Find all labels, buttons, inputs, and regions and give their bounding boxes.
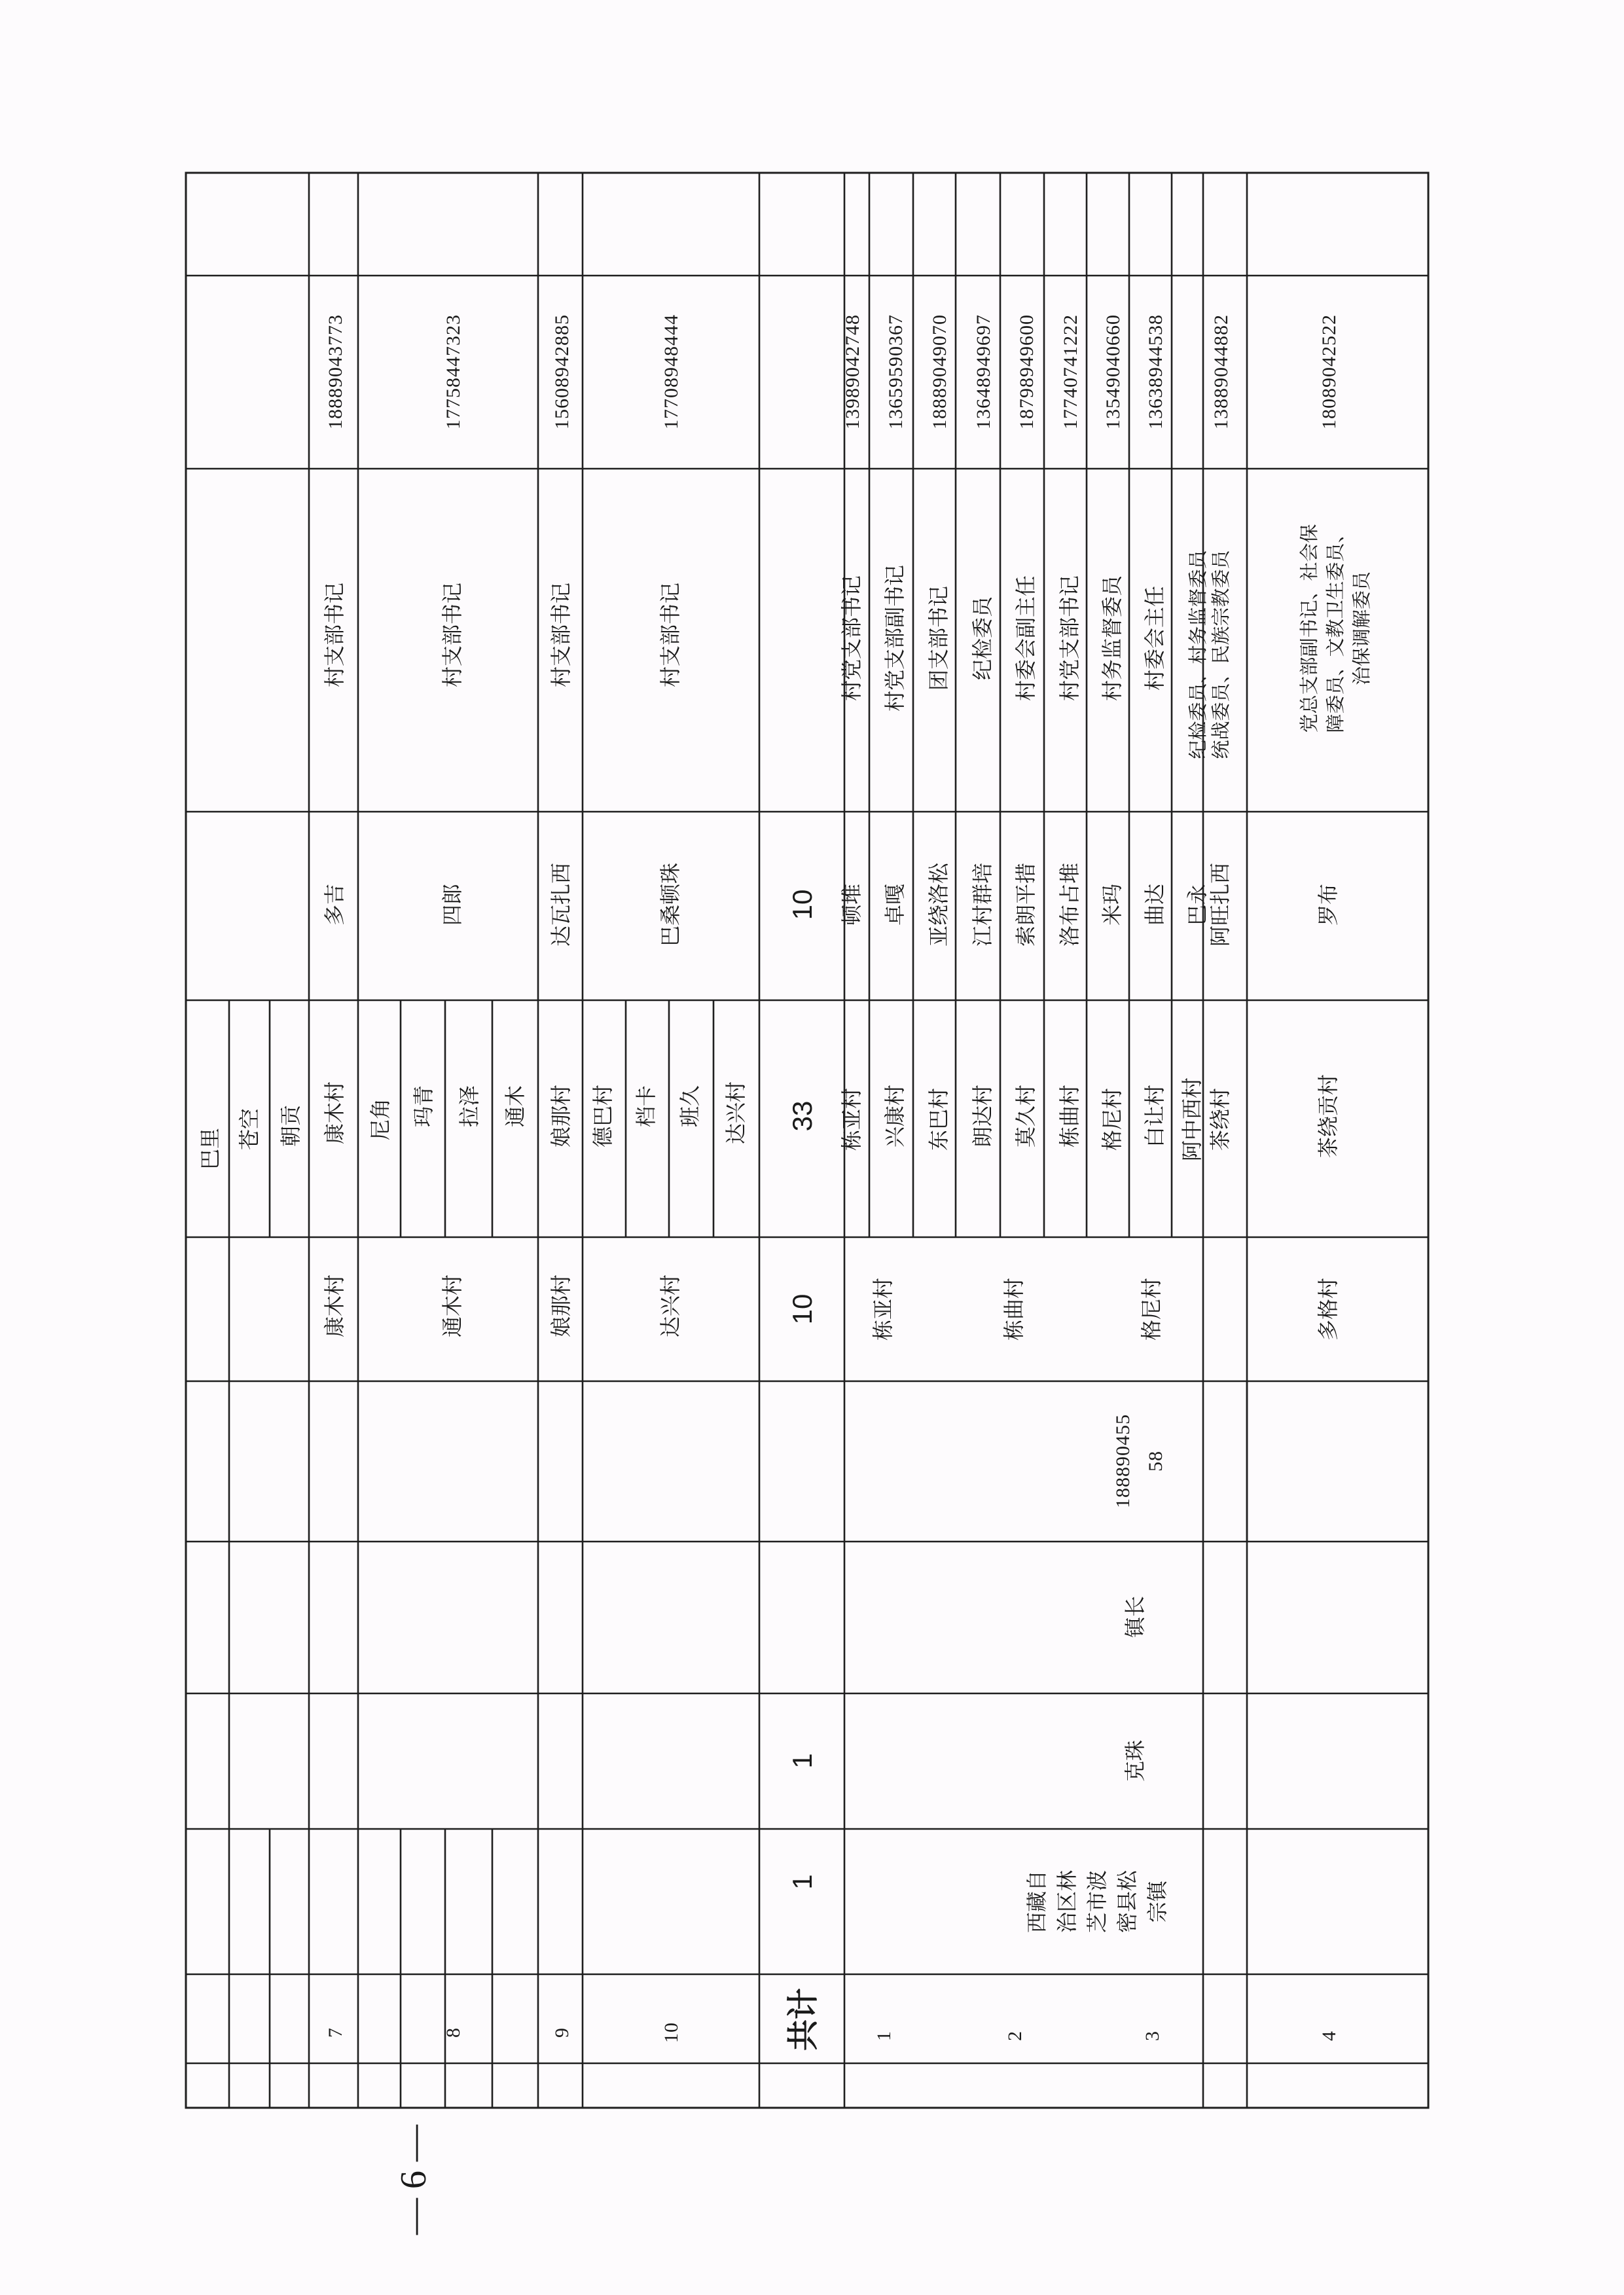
hamlet-cell: 巴里 — [198, 1127, 223, 1170]
total-row — [785, 890, 821, 2051]
hamlet-cell: 达兴村 — [723, 1081, 748, 1145]
hamlet-cell: 德巴村 — [590, 1084, 615, 1148]
contact-role: 团支部书记 — [926, 585, 951, 691]
page-number: — 6 — — [393, 2125, 434, 2235]
contact-name: 达瓦扎西 — [549, 862, 573, 947]
total-hamlet-count: 33 — [787, 1100, 818, 1132]
hamlet-cell: 朝贡 — [278, 1104, 303, 1148]
contact-phone: 13889044882 — [1210, 314, 1232, 429]
contact-name: 江村群培 — [970, 862, 995, 947]
total-county-count: 1 — [787, 1874, 818, 1890]
hamlet-cell: 白让村 — [1142, 1084, 1167, 1148]
contact-phone: 15608942885 — [551, 314, 573, 429]
wrapped-line: 治区林 — [1055, 1870, 1079, 1934]
contact-phone: 18889049070 — [929, 314, 950, 429]
contact-role: 村党支部书记 — [839, 575, 864, 702]
table-row — [839, 314, 907, 2041]
contact-role: 村支部书记 — [440, 582, 465, 688]
contact-role: 统战委员、民族宗教委员 — [1210, 550, 1232, 759]
wrapped-line: 障委员、文教卫生委员、 — [1324, 524, 1346, 733]
wrapped-line: 宗镇 — [1145, 1880, 1170, 1923]
contact-phone: 13659590367 — [885, 314, 907, 429]
row-number: 2 — [1004, 2031, 1026, 2041]
wrapped-line: 党总支部副书记、社会保 — [1298, 524, 1320, 733]
contact-role: 村委会主任 — [1142, 585, 1167, 691]
total-village-count: 10 — [787, 1293, 818, 1325]
hamlet-cell: 阿中西村 — [1180, 1077, 1204, 1162]
hamlet-cell: 东巴村 — [926, 1087, 951, 1151]
contact-phone: 17740741222 — [1060, 314, 1081, 429]
contact-role — [1298, 524, 1373, 732]
village-cell: 栋曲村 — [1001, 1277, 1026, 1341]
contact-name: 亚绕洛松 — [926, 862, 951, 947]
contact-role: 村支部书记 — [658, 582, 683, 688]
row-number: 7 — [325, 2027, 346, 2038]
town-info — [1021, 1414, 1170, 1977]
hamlet-cell: 尼角 — [368, 1098, 393, 1141]
hamlet-cell: 通木 — [503, 1085, 528, 1128]
town-phone-a: 188890455 — [1112, 1414, 1134, 1508]
wrapped-line: 芝市波 — [1085, 1870, 1110, 1934]
contact-name: 阿旺扎西 — [1208, 862, 1233, 947]
village-cell: 通木村 — [440, 1274, 465, 1338]
row-number: 9 — [551, 2027, 573, 2038]
contact-name: 多吉 — [322, 883, 347, 926]
hamlet-cell: 娘那村 — [549, 1084, 573, 1148]
hamlet-cell: 茶绕贡村 — [1316, 1074, 1341, 1159]
hamlet-cell: 班久 — [677, 1085, 702, 1128]
contact-role: 村支部书记 — [322, 582, 347, 688]
wrapped-line: 西藏自 — [1024, 1870, 1049, 1934]
contact-name: 索朗平措 — [1013, 862, 1038, 947]
contact-role: 纪检委员、村务监督委员 — [1187, 550, 1209, 759]
contact-phone: 13549040660 — [1102, 314, 1124, 429]
contact-role: 村支部书记 — [549, 582, 573, 688]
hamlet-cell: 栋曲村 — [1057, 1084, 1082, 1148]
village-cell: 达兴村 — [658, 1274, 683, 1338]
hamlet-cell: 朗达村 — [970, 1084, 995, 1148]
contact-role: 村党支部副书记 — [882, 564, 907, 712]
contact-name: 曲达 — [1142, 883, 1167, 926]
table-row — [549, 314, 573, 2038]
hamlet-cell: 档卡 — [634, 1085, 659, 1128]
wrapped-line: 治保调解委员 — [1350, 571, 1373, 686]
contact-phone: 13648949697 — [973, 314, 994, 429]
row-number: 1 — [873, 2031, 895, 2041]
contact-role: 村党支部书记 — [1057, 575, 1082, 702]
hamlet-cell: 玛青 — [411, 1085, 436, 1128]
contact-phone: 17758447323 — [442, 314, 464, 429]
contact-name: 卓嘎 — [882, 883, 907, 926]
table-row — [368, 314, 528, 2038]
hamlet-cell: 茶绕村 — [1208, 1087, 1233, 1151]
hamlet-list-top — [198, 1104, 303, 1170]
hamlet-cell: 莫久村 — [1013, 1084, 1038, 1148]
village-cell: 格尼村 — [1139, 1277, 1164, 1341]
total-contact-count: 10 — [787, 889, 818, 920]
row-number: 8 — [442, 2027, 464, 2038]
contact-phone: 18889043773 — [325, 314, 346, 429]
hamlet-cell: 康木村 — [322, 1081, 347, 1145]
contact-phone: 13989042748 — [842, 314, 863, 429]
contact-name: 米玛 — [1100, 883, 1125, 926]
contact-role: 纪检委员 — [970, 596, 995, 681]
total-label: 共计 — [785, 1987, 821, 2051]
hamlet-cell: 栋亚村 — [839, 1087, 864, 1151]
town-phone-b: 58 — [1145, 1451, 1166, 1472]
wrapped-line: 密县松 — [1115, 1870, 1140, 1934]
contact-phone: 17708948444 — [660, 314, 682, 429]
total-leader-count: 1 — [787, 1753, 818, 1769]
contact-name: 巴桑顿珠 — [658, 862, 683, 947]
hamlet-cell: 兴康村 — [882, 1084, 907, 1148]
hamlet-cell: 拉泽 — [457, 1085, 482, 1128]
town-position: 镇长 — [1123, 1595, 1147, 1638]
row-number: 10 — [660, 2022, 682, 2043]
contact-name: 顿堆 — [839, 883, 864, 926]
contact-phone: 13638944538 — [1145, 314, 1166, 429]
contact-role: 村务监督委员 — [1100, 575, 1125, 702]
row-number: 4 — [1318, 2031, 1340, 2041]
town-leader: 克珠 — [1123, 1739, 1147, 1782]
contact-name: 洛布占堆 — [1057, 862, 1082, 947]
village-cell: 康木村 — [322, 1274, 347, 1338]
hamlet-cell: 格尼村 — [1100, 1087, 1125, 1151]
contact-name: 罗布 — [1316, 883, 1341, 926]
contact-phone: 18798949600 — [1016, 314, 1038, 429]
contact-role: 村委会副主任 — [1013, 575, 1038, 702]
hamlet-cell: 苍空 — [237, 1108, 262, 1151]
village-cell: 多格村 — [1316, 1277, 1341, 1341]
contact-name: 四郎 — [440, 883, 465, 926]
village-cell: 娘那村 — [549, 1274, 573, 1338]
row-number: 3 — [1142, 2031, 1163, 2041]
table-row — [322, 314, 347, 2038]
village-cell: 栋亚村 — [871, 1277, 895, 1341]
contact-phone: 18089042522 — [1318, 314, 1340, 429]
contact-name: 巴永 — [1185, 883, 1210, 926]
table-row — [1208, 314, 1373, 2041]
